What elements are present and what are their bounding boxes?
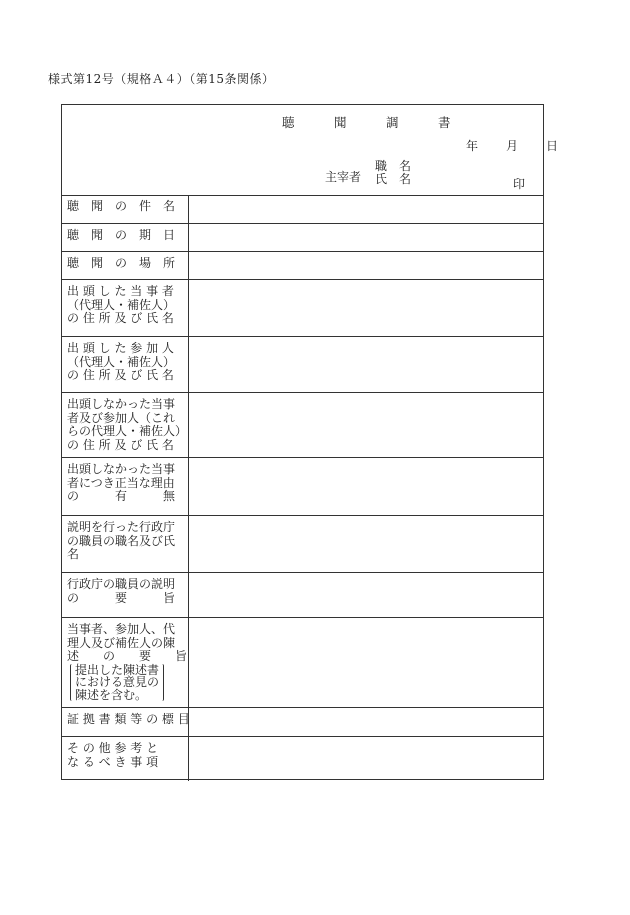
table-row — [62, 224, 543, 252]
row-label-line: の 住 所 及 び 氏 名 — [67, 437, 174, 452]
title-char: 書 — [438, 115, 451, 130]
row-value-field[interactable] — [189, 708, 543, 736]
table-row — [62, 516, 543, 573]
row-label — [62, 224, 189, 251]
table-row — [62, 458, 543, 516]
document-title — [282, 113, 490, 131]
row-label-line: 述 の 要 旨 — [67, 649, 188, 663]
note-line: 提出した陳述書 — [75, 662, 160, 677]
row-label — [62, 458, 189, 515]
row-value-field[interactable] — [189, 280, 543, 336]
row-label-line: 出頭しなかった当事 — [67, 462, 176, 476]
row-label-line: そ の 他 参 考 と — [67, 741, 159, 755]
presider-label: 主宰者 — [325, 170, 362, 184]
row-value-field[interactable] — [189, 618, 543, 707]
row-label-line: の 有 無 — [67, 489, 176, 503]
title-char: 調 — [386, 115, 399, 130]
row-label — [62, 280, 189, 336]
hearing-record-form — [61, 104, 558, 780]
row-value-field[interactable] — [189, 573, 543, 617]
table-row — [62, 737, 543, 781]
table-row — [62, 618, 543, 708]
title-char: 聞 — [334, 115, 347, 130]
row-label-line: の 要 旨 — [67, 590, 176, 605]
title-char: 聴 — [282, 115, 295, 130]
row-value-field[interactable] — [189, 252, 543, 279]
row-label-line: 説明を行った行政庁 — [67, 520, 176, 534]
table-row — [62, 252, 543, 280]
table-row — [62, 337, 543, 393]
row-label-line: 聴 聞 の 件 名 — [67, 199, 176, 213]
row-label — [62, 618, 189, 707]
seal-label: 印 — [513, 177, 526, 191]
row-label-line: 者につき正当な理由 — [67, 475, 175, 490]
name-label: 氏 名 — [375, 172, 412, 186]
row-label — [62, 516, 189, 572]
day-label: 日 — [545, 139, 558, 153]
row-label — [62, 737, 189, 781]
table-row — [62, 280, 543, 337]
form-header — [62, 105, 558, 196]
row-label — [62, 337, 189, 392]
row-label-line: （代理人・補佐人） — [67, 297, 176, 312]
row-label-line: 者及び参加人（これ — [67, 410, 176, 425]
row-value-field[interactable] — [189, 458, 543, 515]
row-label-line: 出 頭 し た 当 事 者 — [67, 284, 174, 298]
row-label-line: の 住 所 及 び 氏 名 — [67, 368, 174, 382]
row-label — [62, 708, 189, 736]
post-label: 職 名 — [375, 159, 412, 173]
presider-fields — [375, 160, 411, 186]
table-row — [62, 708, 543, 737]
row-label-line: 理人及び補佐人の陳 — [67, 635, 176, 650]
table-row — [62, 573, 543, 618]
month-label: 月 — [505, 139, 518, 153]
row-label-line: 出 頭 し た 参 加 人 — [67, 341, 174, 355]
row-value-field[interactable] — [189, 393, 543, 457]
row-value-field[interactable] — [189, 337, 543, 392]
row-label-line: 聴 聞 の 場 所 — [67, 256, 176, 270]
row-value-field[interactable] — [189, 224, 543, 251]
row-value-field[interactable] — [189, 195, 543, 223]
table-row — [62, 195, 543, 224]
row-label-line: の職員の職名及び氏 — [67, 533, 176, 548]
row-label-line: 当事者、参加人、代 — [67, 622, 176, 636]
row-label — [62, 573, 189, 617]
note-line: 陳述を含む。 — [75, 687, 148, 702]
row-label-line: 聴 聞 の 期 日 — [67, 228, 176, 242]
row-label-line: な る べ き 事 項 — [67, 754, 159, 769]
row-label-line: 行政庁の職員の説明 — [67, 577, 176, 591]
form-number-label: 様式第12号（規格Ａ４）（第15条関係） — [48, 72, 275, 86]
row-label-line: （代理人・補佐人） — [67, 354, 176, 369]
row-label-line: らの代理人・補佐人） — [67, 424, 188, 438]
row-label-line: の 住 所 及 び 氏 名 — [67, 311, 174, 325]
note-line: における意見の — [75, 675, 160, 689]
year-label: 年 — [465, 139, 478, 153]
row-label-line: 証 拠 書 類 等 の 標 目 — [67, 712, 190, 726]
row-label — [62, 393, 189, 457]
row-label — [62, 195, 189, 223]
row-value-field[interactable] — [189, 516, 543, 572]
row-label-line: 出頭しなかった当事 — [67, 397, 176, 411]
table-row — [62, 393, 543, 458]
row-label-line: 名 — [67, 547, 80, 561]
row-label — [62, 252, 189, 279]
date-line — [438, 137, 558, 154]
row-label-note — [70, 664, 164, 702]
row-value-field[interactable] — [189, 737, 543, 781]
